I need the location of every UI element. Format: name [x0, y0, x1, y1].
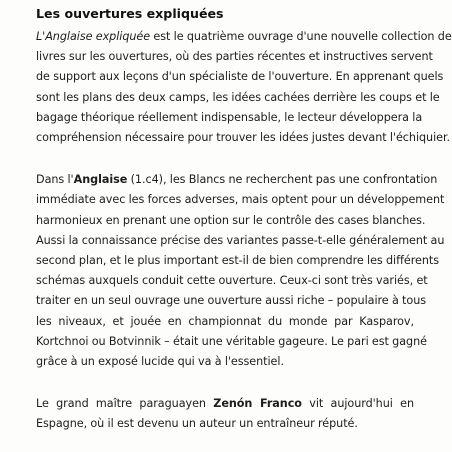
text-run: Le grand maître paraguayen [36, 397, 214, 411]
paragraph [36, 170, 445, 372]
text-run: livres sur les ouvertures, où des parties récentes et instructives servent [36, 50, 433, 64]
text-line [36, 414, 414, 434]
text-line [36, 231, 445, 251]
text-line [36, 332, 427, 352]
text-line [36, 47, 433, 67]
text-line [36, 128, 451, 148]
text-line [36, 271, 428, 291]
section-title: Les ouvertures expliquées [36, 6, 224, 21]
text-line [36, 190, 445, 210]
text-run: compréhension nécessaire pour trouver les idées justes devant l'échiquier. [36, 131, 451, 145]
text-line [36, 352, 414, 372]
text-run: est le quatrième ouvrage d'une nouvelle collection de [150, 30, 452, 43]
text-run: harmonieux en prenant une option sur le contrôle des cases blanches. [36, 213, 426, 227]
text-run: second plan, et le plus important est-il de bien comprendre les différents [36, 254, 440, 268]
text-run: Kortchnoi ou Botvinnik – était une véritable gageure. Le pari est gagné [36, 334, 427, 348]
text-run: Espagne, où il est devenu un auteur un entraîneur réputé. [36, 417, 358, 431]
text-line [36, 394, 414, 414]
text-run: Dans l' [36, 173, 74, 187]
italic-text: L'Anglaise expliquée [36, 30, 151, 43]
text-line [36, 108, 423, 128]
text-run: vit aujourd'hui en [301, 397, 414, 411]
text-run: les niveaux, et jouée en championnat du monde par Kasparov, [36, 314, 414, 328]
bold-text: Anglaise [73, 173, 128, 187]
paragraph [36, 394, 414, 434]
text-line [36, 27, 452, 47]
text-line [36, 170, 438, 190]
text-run: traiter en un seul ouvrage une ouverture aussi riche – populaire à tous [36, 294, 427, 308]
text-run: immédiate avec les forces adverses, mais optent pour un développement [36, 193, 445, 207]
bold-text: Zenón Franco [213, 397, 302, 411]
text-line [36, 291, 427, 311]
text-line [36, 312, 414, 332]
text-run: bagage théorique réellement indispensable, le lecteur développera la [36, 110, 423, 124]
text-run: (1.c4), les Blancs ne recherchent pas une confrontation [127, 173, 438, 187]
text-line [36, 251, 440, 271]
text-line [36, 211, 426, 231]
text-run: sont les plans des deux camps, les idées cachées derrière les coups et le [36, 90, 440, 104]
paragraph [36, 27, 452, 148]
text-run: Aussi la connaissance précise des variantes passe-t-elle généralement au [36, 233, 445, 247]
body-text [36, 27, 452, 435]
text-run: schémas auxquels conduit cette ouverture. Ceux-ci sont très variés, et [36, 274, 428, 288]
text-run: grâce à un exposé lucide qui va à l'essentiel. [36, 355, 284, 369]
text-run: de support aux leçons d'un spécialiste de l'ouverture. En apprenant quels [36, 70, 444, 84]
text-line [36, 88, 440, 108]
text-line [36, 67, 444, 87]
